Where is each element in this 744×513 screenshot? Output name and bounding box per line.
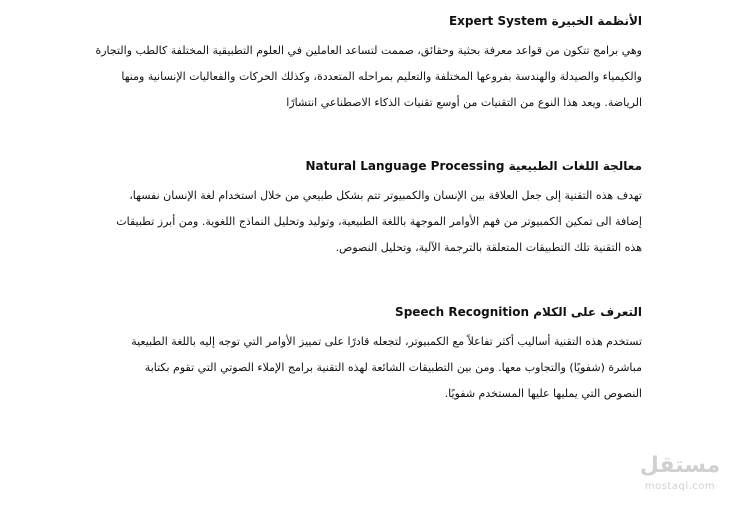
paragraph-line: هذه التقنية تلك التطبيقات المتعلقة بالترجمة الآلية، وتحليل النصوص.: [335, 241, 642, 254]
paragraph-line: تستخدم هذه التقنية أساليب أكثر تفاعلاً مع الكمبيوتر، لتجعله قادرًا على تمييز الأوامر التي توجه إليه باللغة الطبيعية: [131, 335, 642, 348]
mostaql-watermark: [632, 452, 728, 504]
paragraph-line: وهي برامج تتكون من قواعد معرفة بحثية وحقائق، صممت لتساعد العاملين في العلوم التطبيقية المختلفة كالطب والتجارة: [95, 44, 642, 57]
watermark-logo-text: مستقل: [639, 453, 721, 478]
section-heading: [70, 157, 642, 175]
paragraph-line: تهدف هذه التقنية إلى جعل العلاقة بين الإنسان والكمبيوتر تتم بشكل طبيعي من خلال استخدام لغة الإنسان نفسها،: [129, 189, 642, 202]
paragraph-line: إضافة الى تمكين الكمبيوتر من فهم الأوامر الموجهة باللغة الطبيعية، وتوليد وتحليل النماذج اللغوية. ومن أبرز تطبيقات: [116, 215, 642, 228]
heading-arabic: معالجة اللغات الطبيعية: [508, 159, 642, 173]
section-heading: [70, 303, 642, 321]
heading-arabic: الأنظمة الخبيرة: [551, 14, 642, 28]
heading-english: Natural Language Processing: [305, 159, 505, 173]
heading-english: Expert System: [448, 14, 548, 28]
paragraph-line: النصوص التي يمليها عليها المستخدم شفويًا.: [444, 387, 642, 400]
watermark-site-text: mostaql.com: [644, 481, 716, 492]
paragraph-line: والكيمياء والصيدلة والهندسة بفروعها المختلفة والتعليم بمراحله المتعددة، وكذلك الحركات والفعاليات الإنسانية ومنها: [121, 70, 642, 83]
section-speech-recognition: [70, 303, 642, 407]
section-expert-system: [70, 12, 642, 116]
heading-arabic: التعرف على الكلام: [533, 305, 642, 319]
heading-english: Speech Recognition: [395, 305, 530, 319]
section-natural-language-processing: [70, 157, 642, 261]
paragraph-line: مباشرة (شفويًا) والتجاوب معها. ومن بين التطبيقات الشائعة لهذه التقنية برامج الإملاء الصوتي التي تقوم بكتابة: [144, 361, 642, 374]
section-heading: [70, 12, 642, 30]
paragraph-line: الرياضة. ويعد هذا النوع من التقنيات من أوسع تقنيات الذكاء الاصطناعي انتشارًا: [286, 96, 642, 109]
